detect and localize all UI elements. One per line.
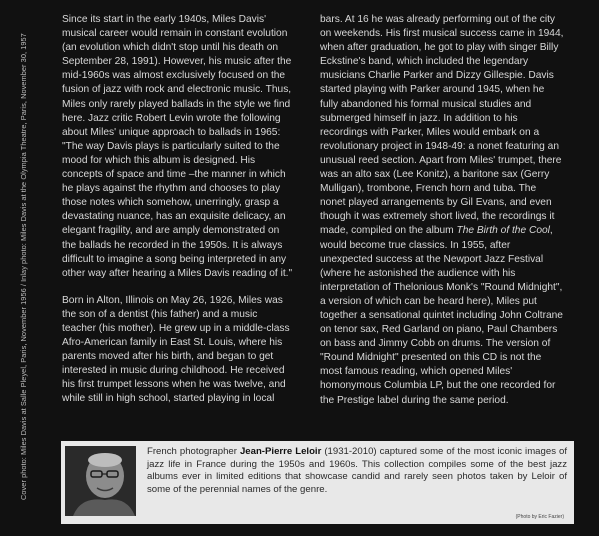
bio-rest: (1931-2010) captured some of the most iconic images of jazz life in France during the 1950s and 1960s. This collection compiles some of the best jazz albums ever in limited editions that showcase candid and rarely seen photos taken by Leloir of some of the perennial names of the genre.	[147, 446, 567, 496]
right-paragraph-1	[320, 13, 564, 408]
left-paragraph-2: Born in Alton, Illinois on May 26, 1926, Miles was the son of a dentist (his father) and a music teacher (his mother). He grew up in a middle-class Afro-American family in East St. Louis, where his parents moved after his birth, and began to get interested in music during childhood. He received his first trumpet lessons when he was twelve, and while still in high school, started playing in local	[62, 294, 290, 405]
bio-lead: French photographer	[147, 446, 240, 457]
photographer-name: Jean-Pierre Leloir	[239, 446, 322, 457]
vertical-photo-credit: Cover photo: Miles Davis at Salle Pleyel, Paris, November 1956 / Inlay photo: Miles Davis at the Olympia Theatre, Paris, November 30, 1957	[19, 33, 28, 500]
left-paragraph-1: Since its start in the early 1940s, Miles Davis' musical career would remain in constant evolution (an evolution which didn't stop until his death on September 28, 1991). However, his music after the mid-1960s was almost exclusively focused on the fusion of jazz with rock and electronic music. Thus, Miles only rarely played ballads in the style we find here. Jazz critic Robert Levin wrote the following about Miles' unique approach to ballads in 1965: "The way Davis plays is particularly suited to the mood for which this album is designed. His concepts of space and time –the manner in which he plays against the rhythm and chooses to play those notes which somehow, unerringly, grasp a devastating nuance, has an exquisite delicacy, an elegant fragility, and are amply demonstrated on the ballads he recorded in the 1950s. It is always difficult to imagine a song being interpreted in any other way after hearing a Miles Davis reading of it."	[62, 14, 293, 279]
photographer-portrait-image	[65, 446, 136, 516]
album-title-italic: The Birth of the Cool	[456, 225, 550, 237]
photographer-bio-text	[147, 446, 567, 497]
portrait-photo-credit: (Photo by Eric Fazier)	[515, 514, 564, 520]
right-text-part-2: , would become true classics. In 1955, after unexpected success at the Newport Jazz Festival (where he astonished the audience with his interpretation of Thelonious Monk's "Round Midnight", a version of which can be heard here), Miles put together a sensational quintet including John Coltrane on tenor sax, Red Garland on piano, Paul Chambers on bass and Jimmy Cobb on drums. The version of "Round Midnight" presented on this CD is not the most famous reading, which opened Miles' homonymous Columbia LP, but the one recorded for the Prestige label during the same period.	[320, 225, 563, 406]
portrait-illustration-icon	[65, 446, 136, 516]
photographer-bio-panel	[61, 441, 574, 524]
left-column	[62, 13, 294, 420]
right-column	[320, 13, 564, 421]
right-text-part-1: bars. At 16 he was already performing out of the city on weekends. His first musical success came in 1944, when after graduation, he got to play with singer Billy Eckstine's band, which included the legendary musicians Charlie Parker and Dizzy Gillespie. Davis started playing with Parker around 1945, when he fully abandoned his formal musical studies and submerged himself in jazz. In addition to his recordings with Parker, Miles would embark on a revolutionary project in 1948-49: a nonet featuring an unusual reed section. Apart from Miles' trumpet, there was an alto sax (Lee Konitz), a baritone sax (Gerry Mulligan), trombone, French horn and tuba. The nonet played arrangements by Gil Evans, and even though it was extremely short lived, the recordings it made, compiled on the album	[320, 14, 564, 237]
